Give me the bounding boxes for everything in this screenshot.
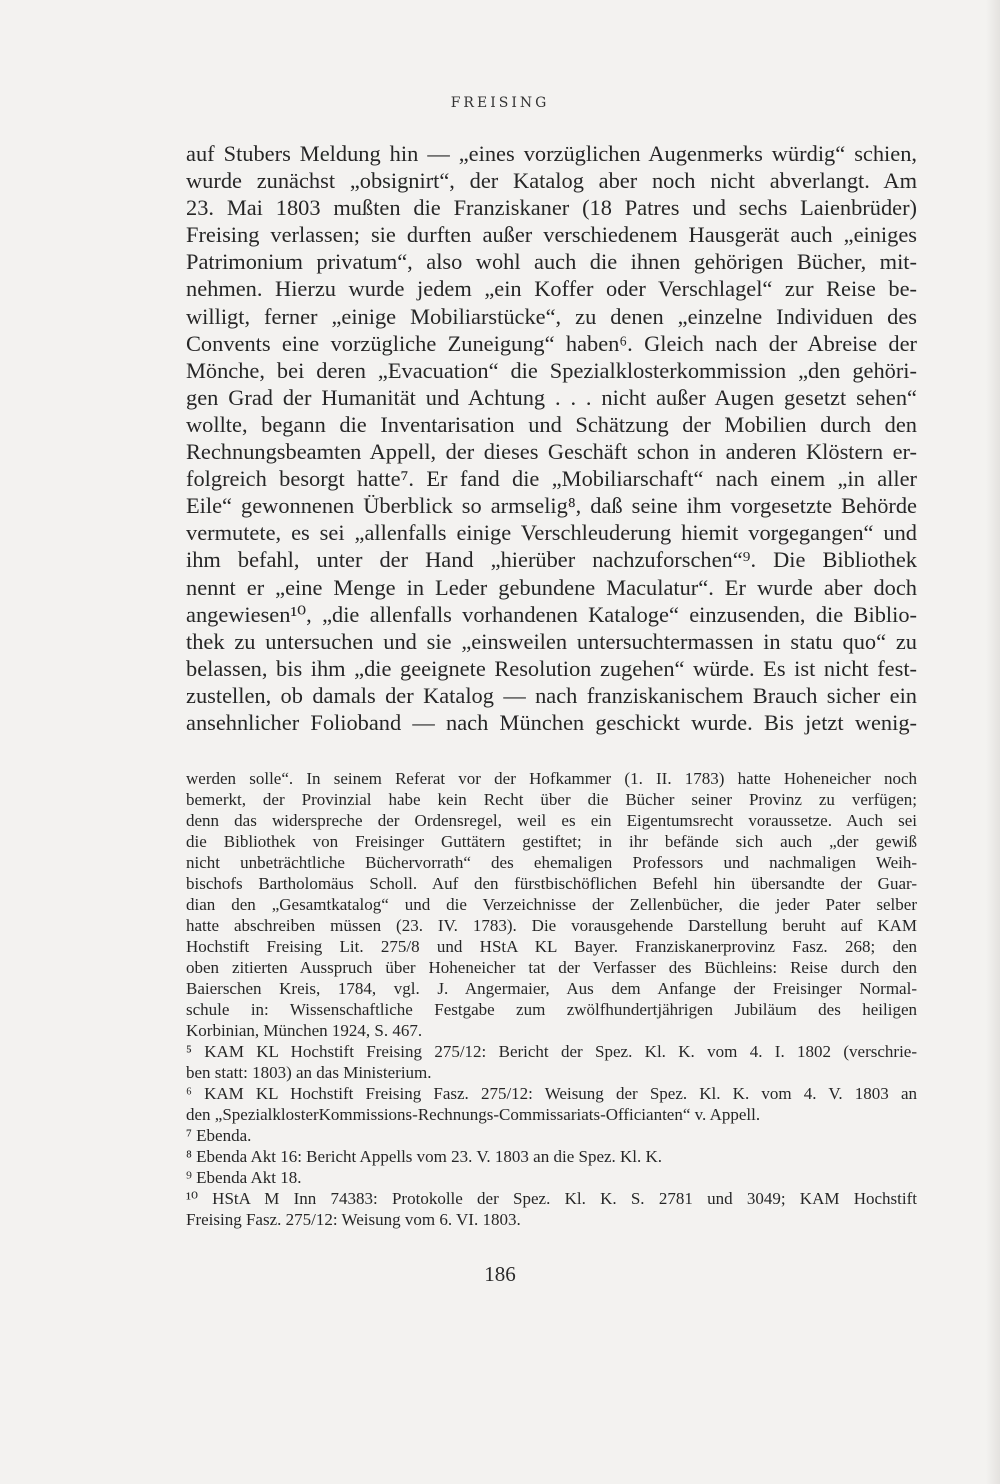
body-line: Eile“ gewonnenen Überblick so armselig⁸, daß seine ihm vorgesetzte Behörde	[186, 493, 917, 519]
footnote-line: Hochstift Freising Lit. 275/8 und HStA KL Bayer. Franziskanerprovinz Fasz. 268; den	[186, 937, 917, 956]
body-line: vermutete, es sei „allenfalls einige Verschleuderung hiemit vorgegangen“ und	[186, 520, 917, 546]
footnote-line: ben statt: 1803) an das Ministerium.	[186, 1063, 432, 1082]
footnote-line: denn das widerspreche der Ordensregel, weil es ein Eigentumsrecht voraussetze. Auch sei	[186, 811, 917, 830]
body-line: belassen, bis ihm „die geeignete Resolution zugehen“ würde. Es ist nicht fest-	[186, 655, 917, 681]
body-line: folgreich besorgt hatte⁷. Er fand die „Mobiliarschaft“ nach einem „in aller	[186, 466, 917, 492]
body-line: 23. Mai 1803 mußten die Franziskaner (18 Patres und sechs Laienbrüder)	[186, 195, 917, 221]
body-line: gen Grad der Humanität und Achtung . . . nicht außer Augen gesetzt sehen“	[186, 384, 917, 410]
body-line: auf Stubers Meldung hin — „eines vorzüglichen Augenmerks würdig“ schien,	[186, 141, 917, 166]
body-line: nennt er „eine Menge in Leder gebundene Maculatur“. Er wurde aber doch	[186, 574, 917, 600]
body-line: Freising verlassen; sie durften außer verschiedenem Hausgerät auch „einiges	[186, 222, 917, 248]
footnote-line: bemerkt, der Provinzial habe kein Recht über die Bücher seiner Provinz zu verfügen;	[186, 790, 917, 809]
body-line: wollte, begann die Inventarisation und Schätzung der Mobilien durch den	[186, 411, 917, 437]
footnote-line: ⁵ KAM KL Hochstift Freising 275/12: Bericht der Spez. Kl. K. vom 4. I. 1802 (verschrie-	[186, 1042, 917, 1061]
footnote-line: schule in: Wissenschaftliche Festgabe zum zwölfhundertjährigen Jubiläum des heiligen	[186, 1000, 917, 1019]
page-number: 186	[484, 1262, 516, 1286]
footnotes	[186, 768, 917, 1230]
body-line: willigt, ferner „einige Mobiliarstücke“, zu denen „einzelne Individuen des	[186, 303, 917, 329]
body-text	[186, 140, 917, 736]
body-line: angewiesen¹⁰, „die allenfalls vorhandenen Kataloge“ einzusenden, die Biblio-	[186, 601, 917, 627]
running-head: FREISING	[450, 95, 550, 111]
body-line: Convents eine vorzügliche Zuneigung“ haben⁶. Gleich nach der Abreise der	[186, 330, 917, 356]
body-line: zustellen, ob damals der Katalog — nach franziskanischem Brauch sicher ein	[186, 682, 917, 708]
footnote-line: werden solle“. In seinem Referat vor der Hofkammer (1. II. 1783) hatte Hoheneicher noch	[186, 769, 917, 788]
body-line: wurde zunächst „obsignirt“, der Katalog aber noch nicht abverlangt. Am	[186, 168, 917, 194]
footnote-line: ⁸ Ebenda Akt 16: Bericht Appells vom 23. V. 1803 an die Spez. Kl. K.	[186, 1147, 663, 1166]
body-line: thek zu untersuchen und sie „einsweilen untersuchtermassen in statu quo“ zu	[186, 628, 917, 654]
footnote-line: ⁷ Ebenda.	[186, 1126, 252, 1145]
footnote-line: Freising Fasz. 275/12: Weisung vom 6. VI. 1803.	[186, 1210, 521, 1229]
body-line: Mönche, bei deren „Evacuation“ die Spezialklosterkommission „den gehöri-	[186, 357, 917, 383]
footnote-line: nicht unbeträchtliche Büchervorrath“ des ehemaligen Professors und nachmaligen Weih-	[186, 853, 917, 872]
footnote-line: hatte abschreiben müssen (23. IV. 1783). Die vorausgehende Darstellung beruht auf KAM	[186, 916, 917, 935]
footnote-line: Korbinian, München 1924, S. 467.	[186, 1021, 423, 1040]
footnote-line: dian den „Gesamtkatalog“ und die Verzeichnisse der Zellenbücher, die jeder Pater selber	[186, 895, 917, 914]
footnote-line: ⁹ Ebenda Akt 18.	[186, 1168, 302, 1187]
footnote-line: oben zitierten Ausspruch über Hoheneicher tat der Verfasser des Büchleins: Reise durch den	[186, 958, 917, 977]
footnote-line: die Bibliothek von Freisinger Guttätern gestiftet; in ihr befände sich auch „der gewiß	[186, 832, 917, 851]
body-line: Rechnungsbeamten Appell, der dieses Geschäft schon in anderen Klöstern er-	[186, 439, 917, 465]
footnote-line: bischofs Bartholomäus Scholl. Auf den fürstbischöflichen Befehl hin übersandte der Guar-	[186, 874, 917, 893]
body-line: nehmen. Hierzu wurde jedem „ein Koffer oder Verschlagel“ zur Reise be-	[186, 276, 917, 302]
body-line: ansehnlicher Folioband — nach München geschickt wurde. Bis jetzt wenig-	[186, 709, 917, 735]
footnote-line: ¹⁰ HStA M Inn 74383: Protokolle der Spez. Kl. K. S. 2781 und 3049; KAM Hochstift	[186, 1189, 917, 1208]
body-line: Patrimonium privatum“, also wohl auch die ihnen gehörigen Bücher, mit-	[186, 249, 917, 275]
footnote-line: den „SpezialklosterKommissions-Rechnungs-Commissariats-Officianten“ v. Appell.	[186, 1105, 761, 1124]
footnote-line: Baierschen Kreis, 1784, vgl. J. Angermaier, Aus dem Anfange der Freisinger Normal-	[186, 979, 917, 998]
body-line: ihm befahl, unter der Hand „hierüber nachzuforschen“⁹. Die Bibliothek	[186, 547, 917, 573]
footnote-line: ⁶ KAM KL Hochstift Freising Fasz. 275/12: Weisung der Spez. Kl. K. vom 4. V. 1803 an	[186, 1084, 917, 1103]
